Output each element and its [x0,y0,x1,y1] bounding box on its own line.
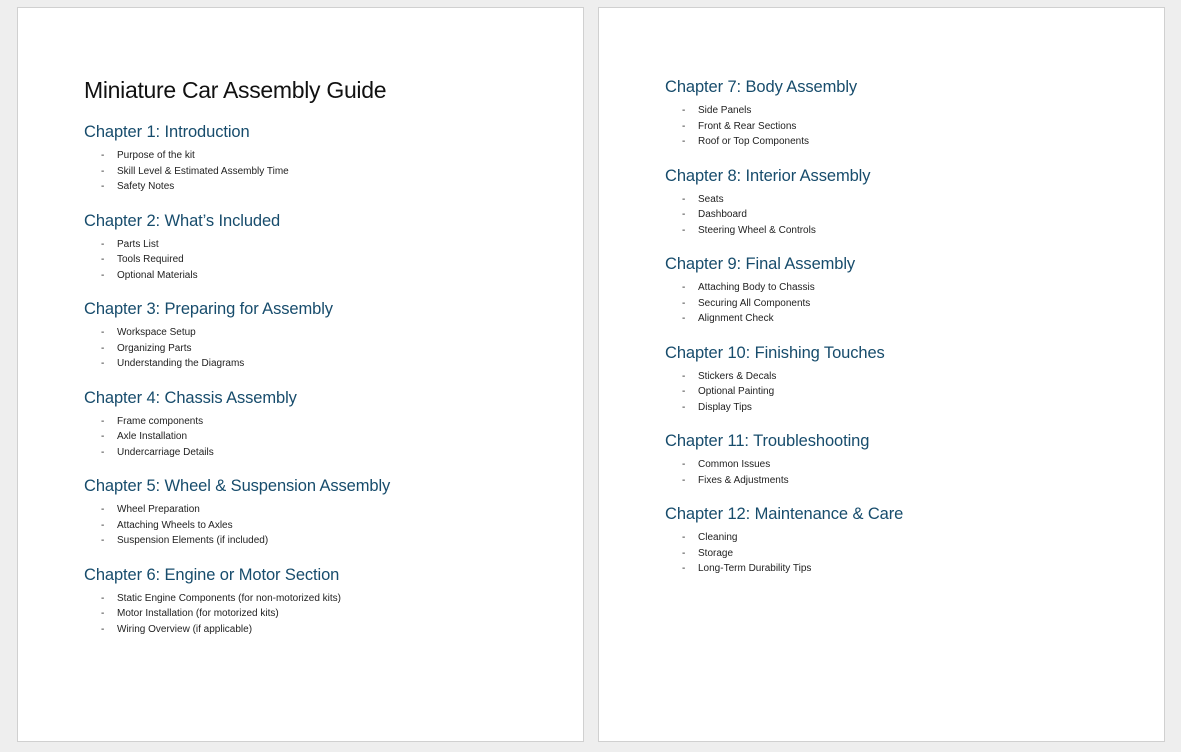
list-item [84,533,543,549]
document-page-2 [598,7,1165,742]
list-item-text: Roof or Top Components [698,136,809,147]
bullet-dash: - [682,282,686,293]
chapter-heading: Chapter 6: Engine or Motor Section [84,565,340,584]
list-item-text: Workspace Setup [117,327,196,338]
bullet-dash: - [101,415,105,427]
list-item [84,606,543,622]
bullet-dash: - [101,623,105,635]
bullet-dash: - [101,342,105,354]
list-item-text: Skill Level & Estimated Assembly Time [117,165,289,177]
chapter-topic-list [665,280,1124,327]
list-item-text: Understanding the Diagrams [117,358,245,369]
list-item-text: Long-Term Durability Tips [698,563,812,574]
chapter-topic-list [84,591,543,638]
list-item [665,457,1124,473]
bullet-dash: - [101,608,105,619]
document-page-1 [17,7,584,742]
list-item-text: Optional Materials [117,269,198,281]
list-item [665,280,1124,296]
list-item-text: Motor Installation (for motorized kits) [117,608,279,619]
list-item-text: Display Tips [698,401,752,413]
list-item [84,445,543,461]
list-item [665,207,1124,223]
bullet-dash: - [101,181,105,192]
list-item-text: Organizing Parts [117,342,192,354]
list-item-text: Safety Notes [117,181,175,192]
bullet-dash: - [101,504,105,515]
list-item [665,223,1124,239]
list-item-text: Seats [698,193,724,205]
list-item [665,400,1124,416]
list-item [665,561,1124,577]
chapter-topic-list [665,192,1124,239]
list-item-text: Cleaning [698,532,738,543]
list-item-text: Steering Wheel & Controls [698,224,816,236]
list-item-text: Suspension Elements (if included) [117,535,269,546]
chapter-section [84,211,543,284]
bullet-dash: - [682,474,686,486]
chapter-heading: Chapter 4: Chassis Assembly [84,388,297,407]
list-item [84,148,543,164]
chapter-topic-list [84,325,543,372]
chapter-heading: Chapter 11: Troubleshooting [665,432,870,450]
list-item [665,369,1124,385]
bullet-dash: - [682,386,686,397]
bullet-dash: - [101,254,105,265]
list-item [665,296,1124,312]
list-item [84,414,543,430]
list-item-text: Stickers & Decals [698,370,777,382]
bullet-dash: - [682,120,686,132]
list-item-text: Purpose of the kit [117,150,195,161]
list-item-text: Parts List [117,238,159,250]
list-item [84,164,543,180]
chapter-section [665,77,1124,150]
chapter-topic-list [84,502,543,549]
list-item-text: Tools Required [117,254,184,265]
bullet-dash: - [101,150,105,161]
bullet-dash: - [101,535,105,546]
list-item-text: Storage [698,547,734,559]
document-title: Miniature Car Assembly Guide [84,77,387,103]
chapter-heading: Chapter 2: What’s Included [84,211,281,230]
list-item [84,325,543,341]
bullet-dash: - [101,269,105,281]
list-item-text: Static Engine Components (for non-motorized kits) [117,592,341,604]
list-item-text: Side Panels [698,105,752,116]
list-item-text: Wiring Overview (if applicable) [117,623,253,635]
list-item [665,134,1124,150]
list-item [84,252,543,268]
bullet-dash: - [682,313,686,324]
list-item [84,518,543,534]
chapter-list-right [665,77,1124,577]
chapter-section [84,299,543,372]
chapter-section [84,122,543,195]
list-item [84,622,543,638]
chapter-heading: Chapter 3: Preparing for Assembly [84,300,333,318]
chapter-heading: Chapter 8: Interior Assembly [665,166,871,185]
chapter-topic-list [84,414,543,461]
chapter-section [665,343,1124,416]
bullet-dash: - [682,193,686,205]
list-item [84,502,543,518]
list-item-text: Front & Rear Sections [698,120,797,132]
list-item [665,473,1124,489]
bullet-dash: - [682,297,686,309]
list-item-text: Frame components [117,415,204,427]
chapter-heading: Chapter 5: Wheel & Suspension Assembly [84,477,391,495]
chapter-list-left [84,122,543,637]
bullet-dash: - [682,224,686,236]
chapter-topic-list [84,237,543,284]
list-item-text: Fixes & Adjustments [698,474,789,486]
list-item [665,546,1124,562]
bullet-dash: - [101,358,105,369]
bullet-dash: - [682,105,686,116]
list-item [84,237,543,253]
chapter-topic-list [665,530,1124,577]
chapter-section [84,388,543,461]
chapter-heading: Chapter 10: Finishing Touches [665,343,885,362]
chapter-section [665,431,1124,488]
bullet-dash: - [101,446,105,458]
chapter-section [665,254,1124,327]
chapter-heading: Chapter 1: Introduction [84,123,250,141]
chapter-topic-list [665,457,1124,488]
chapter-heading: Chapter 7: Body Assembly [665,78,858,96]
list-item-text: Alignment Check [698,313,774,324]
list-item [665,530,1124,546]
list-item-text: Dashboard [698,209,747,220]
page-2-content [665,77,1124,593]
chapter-topic-list [665,103,1124,150]
list-item [84,341,543,357]
bullet-dash: - [682,209,686,220]
list-item-text: Attaching Wheels to Axles [117,519,233,531]
list-item-text: Undercarriage Details [117,446,214,458]
list-item-text: Attaching Body to Chassis [698,282,815,293]
chapter-section [665,166,1124,239]
chapter-topic-list [665,369,1124,416]
list-item-text: Securing All Components [698,297,811,309]
list-item [665,311,1124,327]
page-1-content [84,76,543,653]
bullet-dash: - [101,519,105,531]
list-item [665,384,1124,400]
bullet-dash: - [682,401,686,413]
list-item [84,268,543,284]
bullet-dash: - [101,238,105,250]
list-item-text: Axle Installation [117,431,188,442]
list-item-text: Wheel Preparation [117,504,200,515]
bullet-dash: - [101,431,105,442]
list-item [665,192,1124,208]
chapter-section [665,504,1124,577]
bullet-dash: - [682,370,686,382]
list-item [665,119,1124,135]
list-item [84,591,543,607]
bullet-dash: - [682,563,686,574]
chapter-section [84,476,543,549]
list-item [84,429,543,445]
chapter-heading: Chapter 12: Maintenance & Care [665,505,904,523]
list-item-text: Common Issues [698,459,771,470]
list-item-text: Optional Painting [698,386,775,397]
bullet-dash: - [682,532,686,543]
bullet-dash: - [682,547,686,559]
chapter-section [84,565,543,638]
list-item [84,179,543,195]
bullet-dash: - [101,165,105,177]
list-item [84,356,543,372]
bullet-dash: - [682,136,686,147]
bullet-dash: - [682,459,686,470]
chapter-heading: Chapter 9: Final Assembly [665,255,856,273]
chapter-topic-list [84,148,543,195]
bullet-dash: - [101,592,105,604]
bullet-dash: - [101,327,105,338]
list-item [665,103,1124,119]
